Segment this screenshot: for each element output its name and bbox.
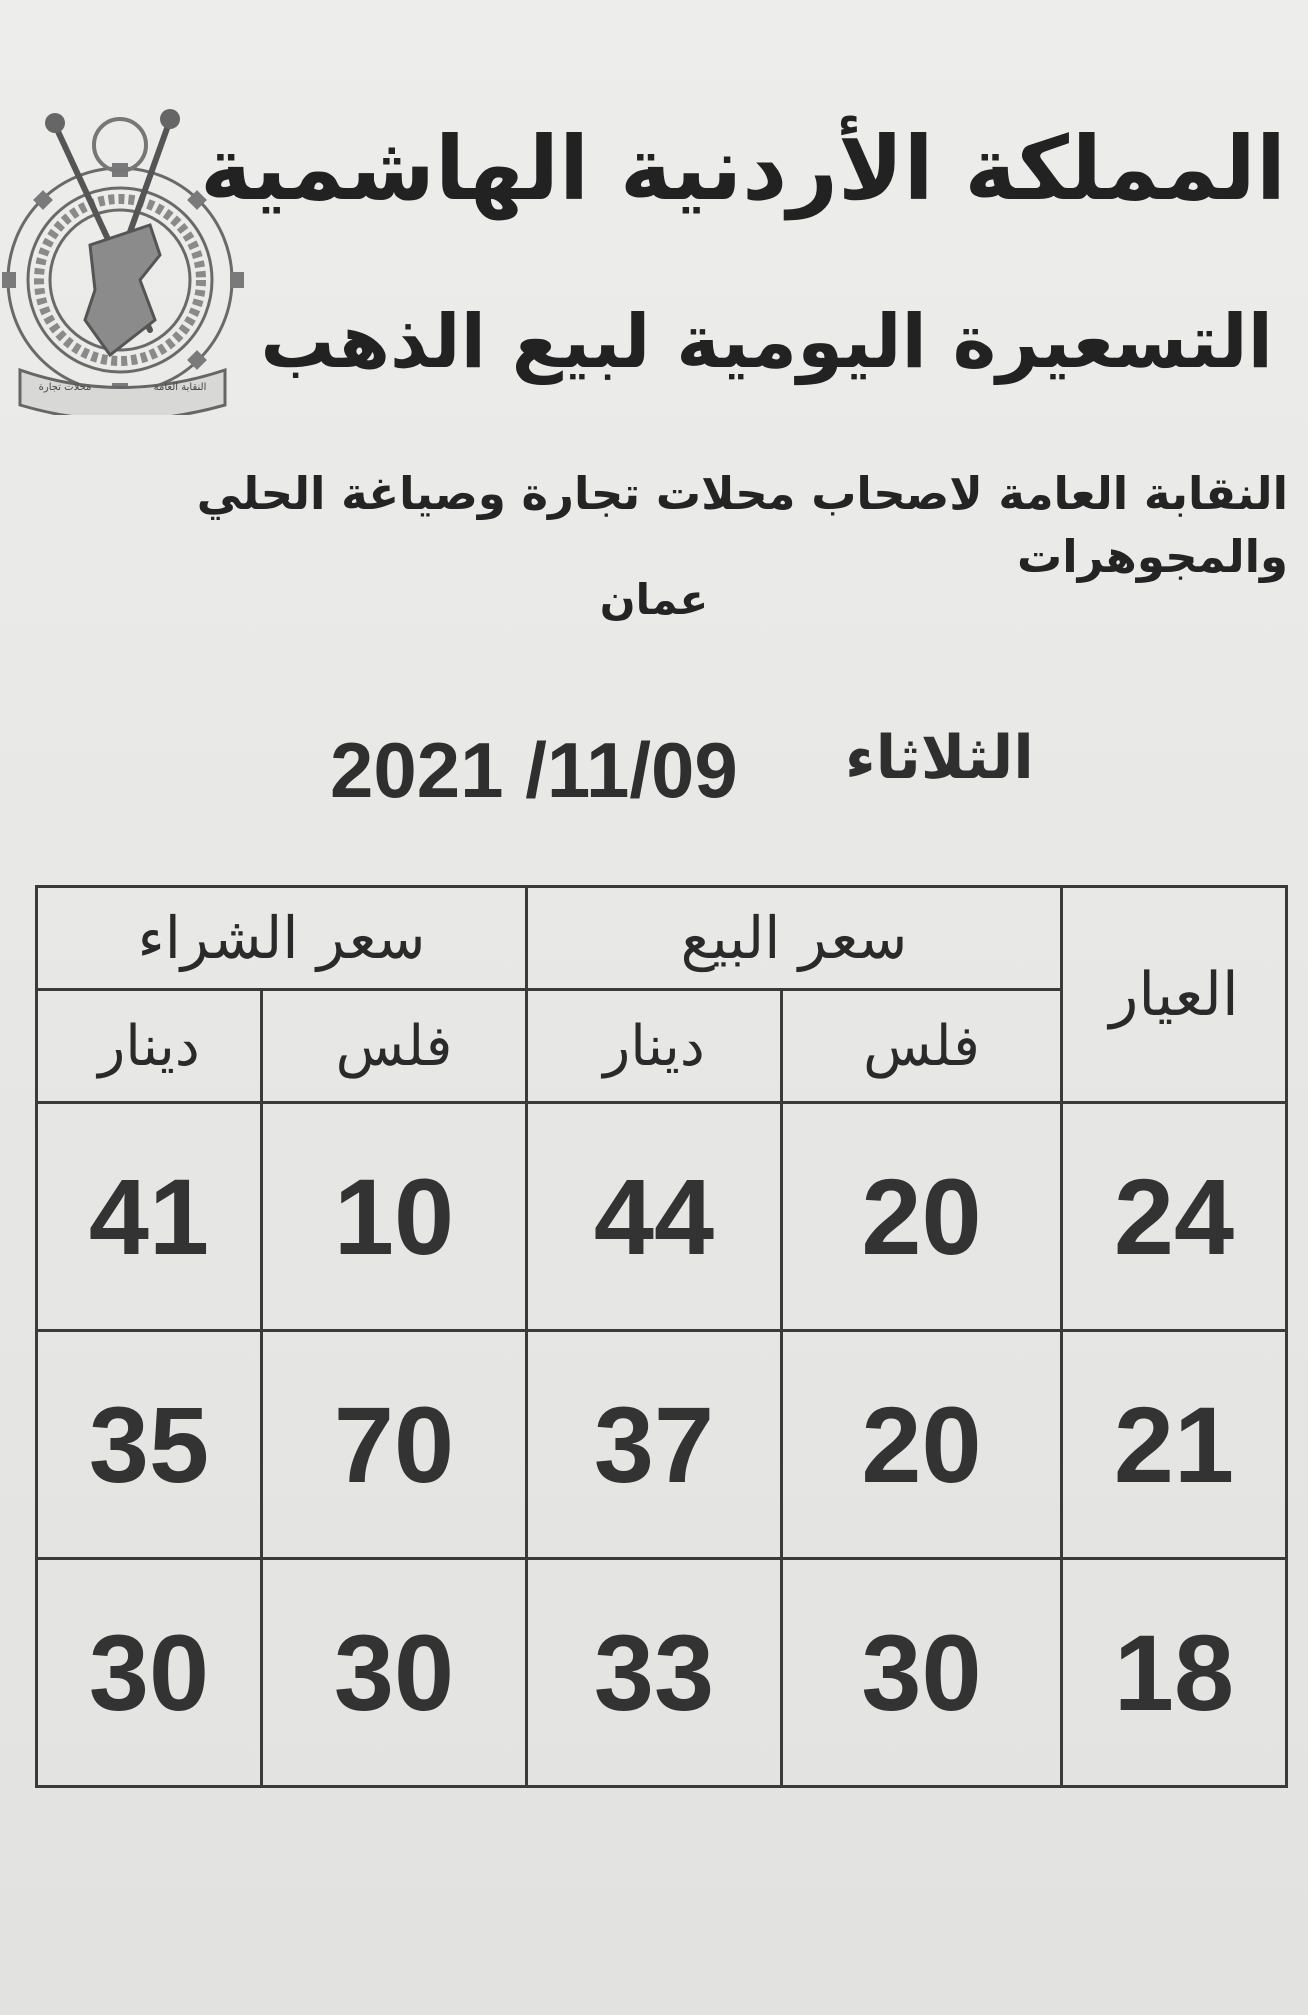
karat-cell: 24 [1062, 1103, 1287, 1331]
sell-price-header: سعر البيع [527, 887, 1062, 990]
buy-dinar-cell: 30 [37, 1559, 262, 1787]
sell-fils-cell: 20 [782, 1103, 1062, 1331]
table-row [37, 1331, 1287, 1559]
sell-dinar-cell: 33 [527, 1559, 782, 1787]
buy-fils-cell: 70 [262, 1331, 527, 1559]
buy-price-header: سعر الشراء [37, 887, 527, 990]
sell-dinar-cell: 37 [527, 1331, 782, 1559]
gold-price-table [35, 885, 1288, 1788]
buy-fils-cell: 30 [262, 1559, 527, 1787]
sell-dinar-header: دينار [527, 990, 782, 1103]
sell-fils-header: فلس [782, 990, 1062, 1103]
svg-text:النقابة العامة: النقابة العامة [153, 382, 207, 393]
city-name: عمان [599, 575, 709, 624]
daily-gold-pricing-title: التسعيرة اليومية لبيع الذهب [260, 299, 1273, 385]
sell-fils-cell: 30 [782, 1559, 1062, 1787]
table-row [37, 1559, 1287, 1787]
day-name: الثلاثاء [845, 723, 1034, 793]
buy-fils-cell: 10 [262, 1103, 527, 1331]
karat-cell: 18 [1062, 1559, 1287, 1787]
date-row [0, 715, 1308, 815]
union-name: النقابة العامة لاصحاب محلات تجارة وصياغة الحلي والمجوهرات [196, 467, 1288, 583]
table-row [37, 1103, 1287, 1331]
buy-dinar-header: دينار [37, 990, 262, 1103]
buy-dinar-cell: 41 [37, 1103, 262, 1331]
sell-fils-cell: 20 [782, 1331, 1062, 1559]
date-value: 2021 /11/09 [330, 726, 738, 814]
karat-header: العيار [1062, 887, 1287, 1103]
kingdom-title: المملكة الأردنية الهاشمية [200, 117, 1286, 220]
svg-text:محلات تجارة: محلات تجارة [38, 382, 92, 393]
buy-dinar-cell: 35 [37, 1331, 262, 1559]
karat-cell: 21 [1062, 1331, 1287, 1559]
buy-fils-header: فلس [262, 990, 527, 1103]
sell-dinar-cell: 44 [527, 1103, 782, 1331]
